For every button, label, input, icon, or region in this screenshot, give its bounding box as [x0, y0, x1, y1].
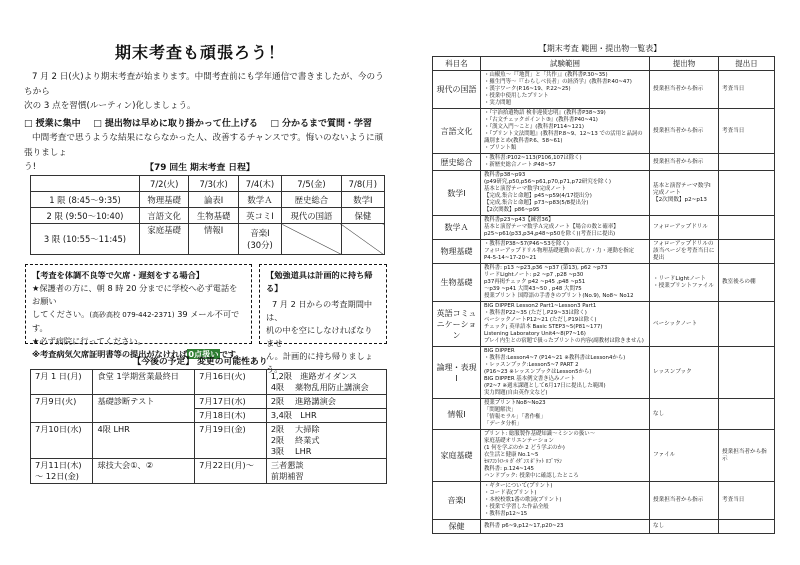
page-title: 期末考査も頑張ろう！: [114, 43, 285, 62]
exam-schedule-table: [30, 175, 385, 255]
intro-line: 7 月 2 日(火)より期末考査が始まります。中間考査前にも学年通信で書きましたが、今のうちから: [24, 72, 384, 97]
schedule-cell: 論表Ⅰ: [189, 192, 238, 208]
range-due-date: 考査当日: [719, 482, 775, 520]
intro-line: う!: [24, 162, 37, 172]
range-line: 教科書: p13 ~p23,p36 ~p37 (第13), p62 ~p73: [484, 265, 608, 271]
range-row: [433, 240, 775, 264]
range-line: ・漢字ワーク(P.16~19、P.22~25): [484, 86, 571, 92]
range-row: [433, 109, 775, 154]
range-due-date: [719, 240, 775, 264]
yotei-event: [266, 459, 386, 484]
range-row: [433, 171, 775, 216]
schedule-cell: 保健: [341, 208, 384, 224]
range-line: 【完成,集合と命題】p45~p59(4/17提出分): [484, 193, 592, 199]
schedule-corner: [31, 176, 140, 192]
range-line: フォローアップドリル物理基礎運動の表し方・力・運動を指定: [484, 248, 635, 254]
range-due-date: 教室後ろの棚: [719, 264, 775, 302]
yotei-event-line: 4限 薬物乱用防止講演会: [270, 382, 369, 392]
range-line: 教科書p23~p43【練習36】: [484, 217, 554, 223]
yotei-event: 球技大会①、②: [93, 459, 195, 484]
range-line: ・授業中使用したプリント: [484, 93, 549, 99]
schedule-cell: 現代の国語: [282, 208, 342, 224]
study-heading: 【勉強道具は計画的に持ち帰る】: [266, 270, 373, 293]
habit-points: [24, 117, 384, 132]
range-subject: 現代の国語: [433, 71, 481, 109]
schedule-cell: 物理基礎: [139, 192, 188, 208]
range-line: 基本と演習テーマ数学Ⅰ完成ノート: [484, 186, 567, 192]
yotei-event: [266, 370, 386, 395]
range-content: [481, 154, 650, 171]
intro-line: 次の 3 点を習慣(ルーティン)化しましょう。: [24, 101, 196, 111]
range-content: [481, 347, 650, 399]
range-content: [481, 302, 650, 347]
range-line: ・『古文チェックポイント③』(教科書P40~41): [484, 117, 598, 123]
range-subject: 英語コミュニケーション: [433, 302, 481, 347]
range-line: Listening Laboratory Unit4~8(P7~16): [484, 331, 586, 337]
schedule-date: 7/2(火): [139, 176, 188, 192]
yotei-event-line: 2限 終業式: [270, 435, 320, 445]
range-submission: フォローアップドリル: [650, 216, 719, 240]
absence-heading: 【考査を体調不良等で欠席・遅刻をする場合】: [32, 270, 204, 280]
range-line: ・『宇治拾遺物語 検非違使忠明』(教科書P38~39): [484, 110, 606, 116]
range-submission: なし: [650, 399, 719, 430]
range-line: プリント: 総服製作基礎知識～ミシンの扱い～: [484, 431, 595, 437]
range-line: 「問題解決」: [484, 407, 517, 413]
range-line: ・新歴史総合ノート:P48~57: [484, 162, 556, 168]
yotei-date: 7月9日(火): [31, 395, 93, 423]
range-due-date: 考査当日: [719, 71, 775, 109]
range-line: プレイ内生との宿題で扱ったプリントの内容(副教材は除きません): [484, 338, 644, 344]
range-due-date: [719, 520, 775, 534]
study-line: ん。計画的に持ち帰りましょう。: [266, 351, 373, 374]
yotei-caption: 【今後の予定】 変更の可能性あり: [132, 357, 268, 367]
range-subject: 音楽Ⅰ: [433, 482, 481, 520]
schedule-period: 3 限 (10:55～11:45): [31, 224, 140, 255]
upcoming-schedule-table: [30, 369, 387, 484]
schedule-cell: 家庭基礎: [139, 224, 188, 255]
range-submission: 授業担当者から指示: [650, 482, 719, 520]
range-line: ハンドブック: 授業中に確認したところ: [484, 473, 579, 479]
yotei-date-line: ～ 12日(金): [35, 471, 79, 481]
range-due-date: 授業担当者から指示: [719, 430, 775, 482]
yotei-event-line: 1,2限 進路ガイダンス: [270, 371, 358, 381]
absence-line: ★必ず病院に行ってください。: [32, 336, 146, 346]
range-line: ・山椒魚～『「地質」と「共作」』(教科書P.30~35): [484, 72, 608, 78]
yotei-event: 2限 進路講演会: [266, 395, 386, 409]
yotei-date: 7月17日(水): [195, 395, 267, 409]
range-line: 授業プリントNo8~No23: [484, 400, 546, 406]
range-row: [433, 154, 775, 171]
range-subject: 保健: [433, 520, 481, 534]
absence-notice-box: [25, 264, 252, 359]
range-line: BIG DIPPER: [484, 348, 515, 354]
schedule-cell: 英コミⅠ: [238, 208, 281, 224]
range-line: p37再掲チェック p42 ~p45 ,p48 ~p51: [484, 279, 586, 285]
schedule-date: 7/3(水): [189, 176, 238, 192]
range-submission: 授業担当者から指示: [650, 71, 719, 109]
range-content: [481, 240, 650, 264]
range-content: [481, 109, 650, 154]
range-line: P4-5-14~17-20~21: [484, 255, 537, 261]
range-content: [481, 216, 650, 240]
range-submission: フォローアップドリルの該当ページを考査当日に提出: [650, 240, 719, 264]
range-line: 【完成,集合と命題】p73~p83(5/8提出分): [484, 200, 589, 206]
range-subject: 言語文化: [433, 109, 481, 154]
habit-point: □ 授業に集中: [24, 118, 81, 129]
habit-point: □ 分かるまで質問・学習: [270, 118, 373, 129]
schedule-cell: 情報Ⅰ: [189, 224, 238, 255]
yotei-date: 7月19日(金): [195, 423, 267, 459]
schedule-cell-text: 音楽Ⅰ: [250, 228, 270, 238]
schedule-period: 2 限 (9:50～10:40): [31, 208, 140, 224]
range-submission: レッスンブック: [650, 347, 719, 399]
intro-text: [24, 70, 384, 175]
range-line: 衣生活と健康 No.1~5: [484, 452, 539, 458]
study-items-box: [259, 264, 387, 374]
yotei-event-line: 前期補習: [270, 471, 304, 481]
range-submission: ファイル: [650, 430, 719, 482]
range-line: 教科書 p6~9,p12~17,p20~23: [484, 523, 564, 529]
schedule-caption: 【79 回生 期末考査 日程】: [145, 163, 255, 173]
range-line: ・授業で学習した作品全般: [484, 504, 549, 510]
range-submission: 授業担当者から指示: [650, 154, 719, 171]
study-line: 机の中を空にしなければなりませ: [266, 325, 373, 348]
yotei-date: 7月 1 日(月): [31, 370, 93, 395]
schedule-period: 1 限 (8:45～9:35): [31, 192, 140, 208]
range-line: ～p39 ~p41 大問43~50 , p48 大問75: [484, 286, 582, 292]
range-header: 試験範囲: [481, 57, 650, 71]
schedule-date: 7/8(月): [341, 176, 384, 192]
range-line: (P2~7 ※週末課題として6月17日に提出した範囲): [484, 383, 606, 389]
range-content: [481, 264, 650, 302]
range-due-date: [719, 302, 775, 347]
range-row: [433, 430, 775, 482]
yotei-event: 3,4限 LHR: [266, 409, 386, 423]
intro-line: 中間考査で思うような結果にならなかった人、改善するチャンスです。悔いのないように頑張りましょ: [24, 133, 384, 158]
absence-text: 39 メール不可です。: [32, 309, 240, 333]
range-subject: 物理基礎: [433, 240, 481, 264]
range-line: ｾﾙﾌｺﾝﾄﾛｰﾙ ｶﾞｲﾀﾞﾝｽ ﾎﾟｹｯﾄ ﾛｺﾞﾏﾗﾝ: [484, 459, 562, 465]
range-header: 科目名: [433, 57, 481, 71]
range-subject: 数学Ⅰ: [433, 171, 481, 216]
range-line: ベーシックノートP12~21 (ただしP19は除く): [484, 317, 597, 323]
range-line: ・教科書P38~57(P46~53を除く): [484, 241, 569, 247]
yotei-date: [31, 459, 93, 484]
range-line: ・教科書:P102~113(P106,107は除く): [484, 155, 582, 161]
absence-text: してください。: [32, 309, 90, 319]
absence-text: です。: [219, 349, 244, 359]
range-line: ・『プリント文法問題』(教科書P.8~9、12~13 での活用と品詞の識別まとめ(教科書P.6、58~61): [484, 131, 643, 144]
range-line: ・レッスンブック:Lesson5~7 PART 2: [484, 362, 579, 368]
yotei-date: 7月18日(木): [195, 409, 267, 423]
range-line: ・教科書P22~35 (ただしP29~33は除く): [484, 310, 587, 316]
range-due-date: [719, 216, 775, 240]
range-table-caption: 【期末考査 範囲・提出物一覧表】: [538, 44, 662, 53]
range-line: (p49研究,p50,p56~p61,p70,p71,p72研究を除く): [484, 179, 611, 185]
range-line: 「情報モラル」「著作権」: [484, 414, 546, 420]
range-row: [433, 71, 775, 109]
range-line: 【2次関数】p86~p95: [484, 207, 540, 213]
range-line: ・プリント類: [484, 145, 517, 151]
schedule-cell: 生物基礎: [189, 208, 238, 224]
range-row: [433, 347, 775, 399]
exam-range-table: [432, 56, 775, 534]
range-content: [481, 171, 650, 216]
yotei-event: 食堂 1学期営業最終日: [93, 370, 195, 395]
range-submission: ・リードLightノート ・授業プリントファイル: [650, 264, 719, 302]
yotei-event: [266, 423, 386, 459]
range-line: 授業プリント 国際語の手書きのプリント(No.9), No8~ No12: [484, 293, 634, 299]
schedule-cell: 数学Ⅰ: [341, 192, 384, 208]
range-line: ・羅生門等～『「わらしべ長者」の経済学』(教科書P.40~47): [484, 79, 632, 85]
yotei-date: 7月22日(月)～: [195, 459, 267, 484]
absence-text: ※考査病気欠席証明書等の提出がなければ: [32, 349, 188, 359]
range-line: リードLightノート: p2 ~p7 ,p28 ~p30: [484, 272, 584, 278]
range-subject: 家庭基礎: [433, 430, 481, 482]
schedule-cell: 言語文化: [139, 208, 188, 224]
range-subject: 生物基礎: [433, 264, 481, 302]
range-due-date: [719, 399, 775, 430]
yotei-date: 7月16日(火): [195, 370, 267, 395]
schedule-empty-cell: [282, 224, 342, 255]
range-content: [481, 482, 650, 520]
zero-points-highlight: 0点扱い: [188, 349, 219, 359]
range-line: 基本と演習テーマ数学Ａ完成ノート【場合の数と確率】: [484, 224, 619, 230]
range-row: [433, 399, 775, 430]
range-line: (P16~23 ※レッスンブックはLesson5から): [484, 369, 592, 375]
schedule-date: 7/4(木): [238, 176, 281, 192]
range-due-date: [719, 171, 775, 216]
schedule-cell-sub: (30分): [247, 240, 273, 250]
yotei-event-line: 2限 大掃除: [270, 424, 320, 434]
range-line: (1 何を学ぶのか 2 どう学ぶのか): [484, 445, 565, 451]
range-line: ・本校校歌1番の歌詞(プリント): [484, 497, 562, 503]
range-line: ・教科書:Lesson4~7 (P14~21 ※教科書はLesson4から): [484, 355, 626, 361]
range-subject: 数学Ａ: [433, 216, 481, 240]
range-row: [433, 302, 775, 347]
range-table-body: [433, 71, 775, 534]
study-line: 7 月 2 日からの考査期間中は、: [266, 299, 373, 322]
range-line: ・コード表(プリント): [484, 490, 537, 496]
range-header: 提出日: [719, 57, 775, 71]
absence-line: [32, 308, 245, 335]
range-line: チェック¡ 英単語本 Basic STEP3~5(P81~177): [484, 324, 603, 330]
range-due-date: [719, 347, 775, 399]
range-row: [433, 264, 775, 302]
school-phone: (高砂高校 079-442-2371): [89, 311, 175, 319]
range-content: [481, 430, 650, 482]
range-subject: 情報Ⅰ: [433, 399, 481, 430]
range-line: 実力問題(自由英作文など): [484, 390, 548, 396]
range-content: [481, 520, 650, 534]
schedule-date: 7/5(金): [282, 176, 342, 192]
range-line: 家庭基礎オリエンテーション: [484, 438, 554, 444]
range-submission: ベーシックノート: [650, 302, 719, 347]
yotei-event-line: 3限 LHR: [270, 446, 312, 456]
range-content: [481, 399, 650, 430]
range-content: [481, 71, 650, 109]
range-submission: なし: [650, 520, 719, 534]
range-subject: 歴史総合: [433, 154, 481, 171]
range-due-date: [719, 154, 775, 171]
range-line: ・教科書p12~15: [484, 511, 528, 517]
range-row: [433, 216, 775, 240]
range-line: 教科書p38~p93: [484, 172, 526, 178]
absence-line: ★保護者の方に、朝 8 時 20 分までに学校へ必ず電話をお願い: [32, 283, 238, 306]
range-line: 「データ分析」: [484, 421, 522, 427]
yotei-date: 7月10日(水): [31, 423, 93, 459]
range-line: ・実力問題: [484, 100, 511, 106]
range-line: BIG DIPPER 基本例文書き込みノート: [484, 376, 576, 382]
schedule-cell: 数学Ａ: [238, 192, 281, 208]
schedule-cell: 歴史総合: [282, 192, 342, 208]
schedule-cell: [238, 224, 281, 255]
range-line: p25~p61(p33,p34,p48~p50を除く)(考査日に提出): [484, 231, 616, 237]
range-header: 提出物: [650, 57, 719, 71]
range-line: 教科書: p.124~145: [484, 466, 534, 472]
range-due-date: 考査当日: [719, 109, 775, 154]
habit-point: □ 提出物は早めに取り掛かって仕上げる: [93, 118, 258, 129]
range-line: ・『漢文入門～こと』(教科書P114~121): [484, 124, 584, 130]
range-row: [433, 520, 775, 534]
range-row: [433, 482, 775, 520]
range-subject: 論理・表現Ⅰ: [433, 347, 481, 399]
range-submission: 基本と演習テーマ数学Ⅰ完成ノート 【2次関数】p2~p13: [650, 171, 719, 216]
range-line: ・ギターについて(プリント): [484, 483, 553, 489]
yotei-event: 基礎診断テスト: [93, 395, 195, 423]
range-submission: 授業担当者から指示: [650, 109, 719, 154]
range-line: BIG DIPPER Lesson2 Part1~Lesson3 Part1: [484, 303, 597, 309]
schedule-empty-cell: [341, 224, 384, 255]
yotei-date-line: 7月11日(木): [35, 460, 82, 470]
yotei-event-line: 三者懇談: [270, 460, 304, 470]
yotei-event: 4限 LHR: [93, 423, 195, 459]
